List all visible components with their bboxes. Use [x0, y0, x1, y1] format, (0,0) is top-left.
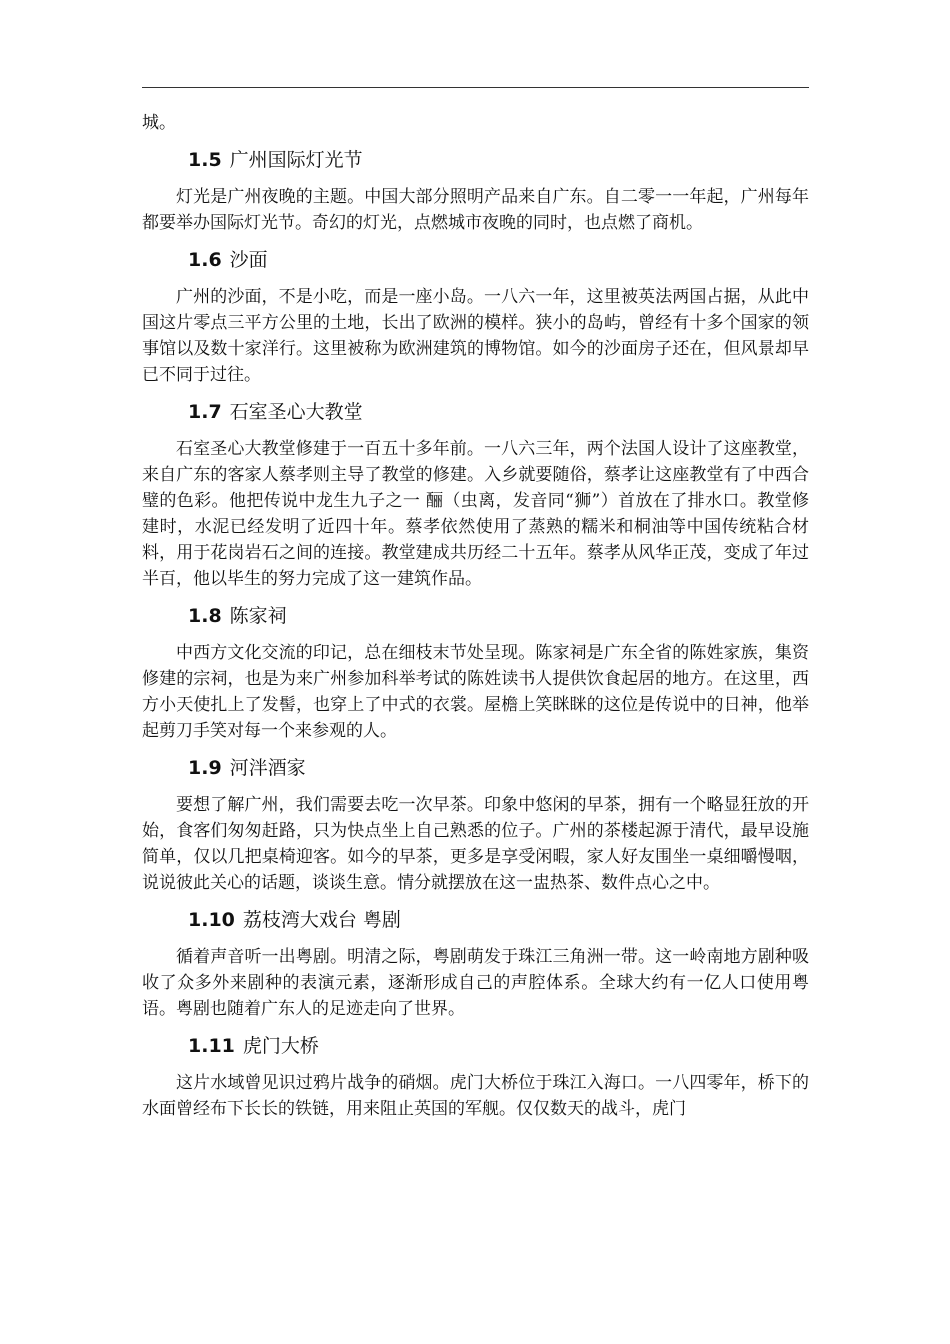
- header-rule: [142, 87, 809, 88]
- section-title: 虎门大桥: [242, 1035, 319, 1057]
- section-paragraph-1-8: 中西方文化交流的印记，总在细枝末节处呈现。陈家祠是广东全省的陈姓家族，集资修建的宗祠，也是为来广州参加科举考试的陈姓读书人提供饮食起居的地方。在这里，西方小天使扎上了发髻，也穿上了中式的衣裳。屋檐上笑眯眯的这位是传说中的日神，他举起剪刀手笑对每一个来参观的人。: [142, 643, 809, 741]
- section-heading-1-10: [188, 905, 809, 935]
- section-number: 1.10: [188, 909, 235, 931]
- section-title: 石室圣心大教堂: [229, 401, 363, 423]
- section-heading-1-9: [188, 753, 809, 783]
- continued-paragraph: 城。: [142, 113, 176, 133]
- section-number: 1.6: [188, 249, 222, 271]
- section-title: 陈家祠: [229, 605, 287, 627]
- section-number: 1.9: [188, 757, 222, 779]
- section-heading-1-6: [188, 245, 809, 275]
- section-heading-1-5: [188, 145, 809, 175]
- document-page: [142, 110, 809, 1122]
- section-title: 沙面: [229, 249, 268, 271]
- section-paragraph-1-11: 这片水域曾见识过鸦片战争的硝烟。虎门大桥位于珠江入海口。一八四零年，桥下的水面曾经布下长长的铁链，用来阻止英国的军舰。仅仅数天的战斗，虎门: [142, 1073, 809, 1119]
- section-heading-1-11: [188, 1031, 809, 1061]
- section-number: 1.11: [188, 1035, 235, 1057]
- section-heading-1-8: [188, 601, 809, 631]
- section-heading-1-7: [188, 397, 809, 427]
- section-paragraph-1-6: 广州的沙面，不是小吃，而是一座小岛。一八六一年，这里被英法两国占据，从此中国这片零点三平方公里的土地，长出了欧洲的模样。狭小的岛屿，曾经有十多个国家的领事馆以及数十家洋行。这里被称为欧洲建筑的博物馆。如今的沙面房子还在，但风景却早已不同于过往。: [142, 287, 809, 385]
- section-paragraph-1-9: 要想了解广州，我们需要去吃一次早茶。印象中悠闲的早茶，拥有一个略显狂放的开始，食客们匆匆赶路，只为快点坐上自己熟悉的位子。广州的茶楼起源于清代，最早设施简单，仅以几把桌椅迎客。如今的早茶，更多是享受闲暇，家人好友围坐一桌细嚼慢咽，说说彼此关心的话题，谈谈生意。情分就摆放在这一盅热茶、数件点心之中。: [142, 795, 809, 893]
- section-number: 1.7: [188, 401, 222, 423]
- section-number: 1.8: [188, 605, 222, 627]
- section-title: 荔枝湾大戏台 粤剧: [242, 909, 401, 931]
- section-paragraph-1-5: 灯光是广州夜晚的主题。中国大部分照明产品来自广东。自二零一一年起，广州每年都要举办国际灯光节。奇幻的灯光，点燃城市夜晚的同时，也点燃了商机。: [142, 187, 809, 233]
- section-title: 广州国际灯光节: [229, 149, 363, 171]
- section-paragraph-1-7: 石室圣心大教堂修建于一百五十多年前。一八六三年，两个法国人设计了这座教堂，来自广东的客家人蔡孝则主导了教堂的修建。入乡就要随俗，蔡孝让这座教堂有了中西合璧的色彩。他把传说中龙生九子之一 酾（虫离，发音同“狮”）首放在了排水口。教堂修建时，水泥已经发明了近四十年。蔡孝依然使用了蒸熟的糯米和桐油等中国传统粘合材料，用于花岗岩石之间的连接。教堂建成共历经二十五年。蔡孝从风华正茂，变成了年过半百，他以毕生的努力完成了这一建筑作品。: [142, 439, 809, 589]
- section-paragraph-1-10: 循着声音听一出粤剧。明清之际，粤剧萌发于珠江三角洲一带。这一岭南地方剧种吸收了众多外来剧种的表演元素，逐渐形成自己的声腔体系。全球大约有一亿人口使用粤语。粤剧也随着广东人的足迹走向了世界。: [142, 947, 809, 1019]
- section-number: 1.5: [188, 149, 222, 171]
- section-title: 河泮酒家: [229, 757, 306, 779]
